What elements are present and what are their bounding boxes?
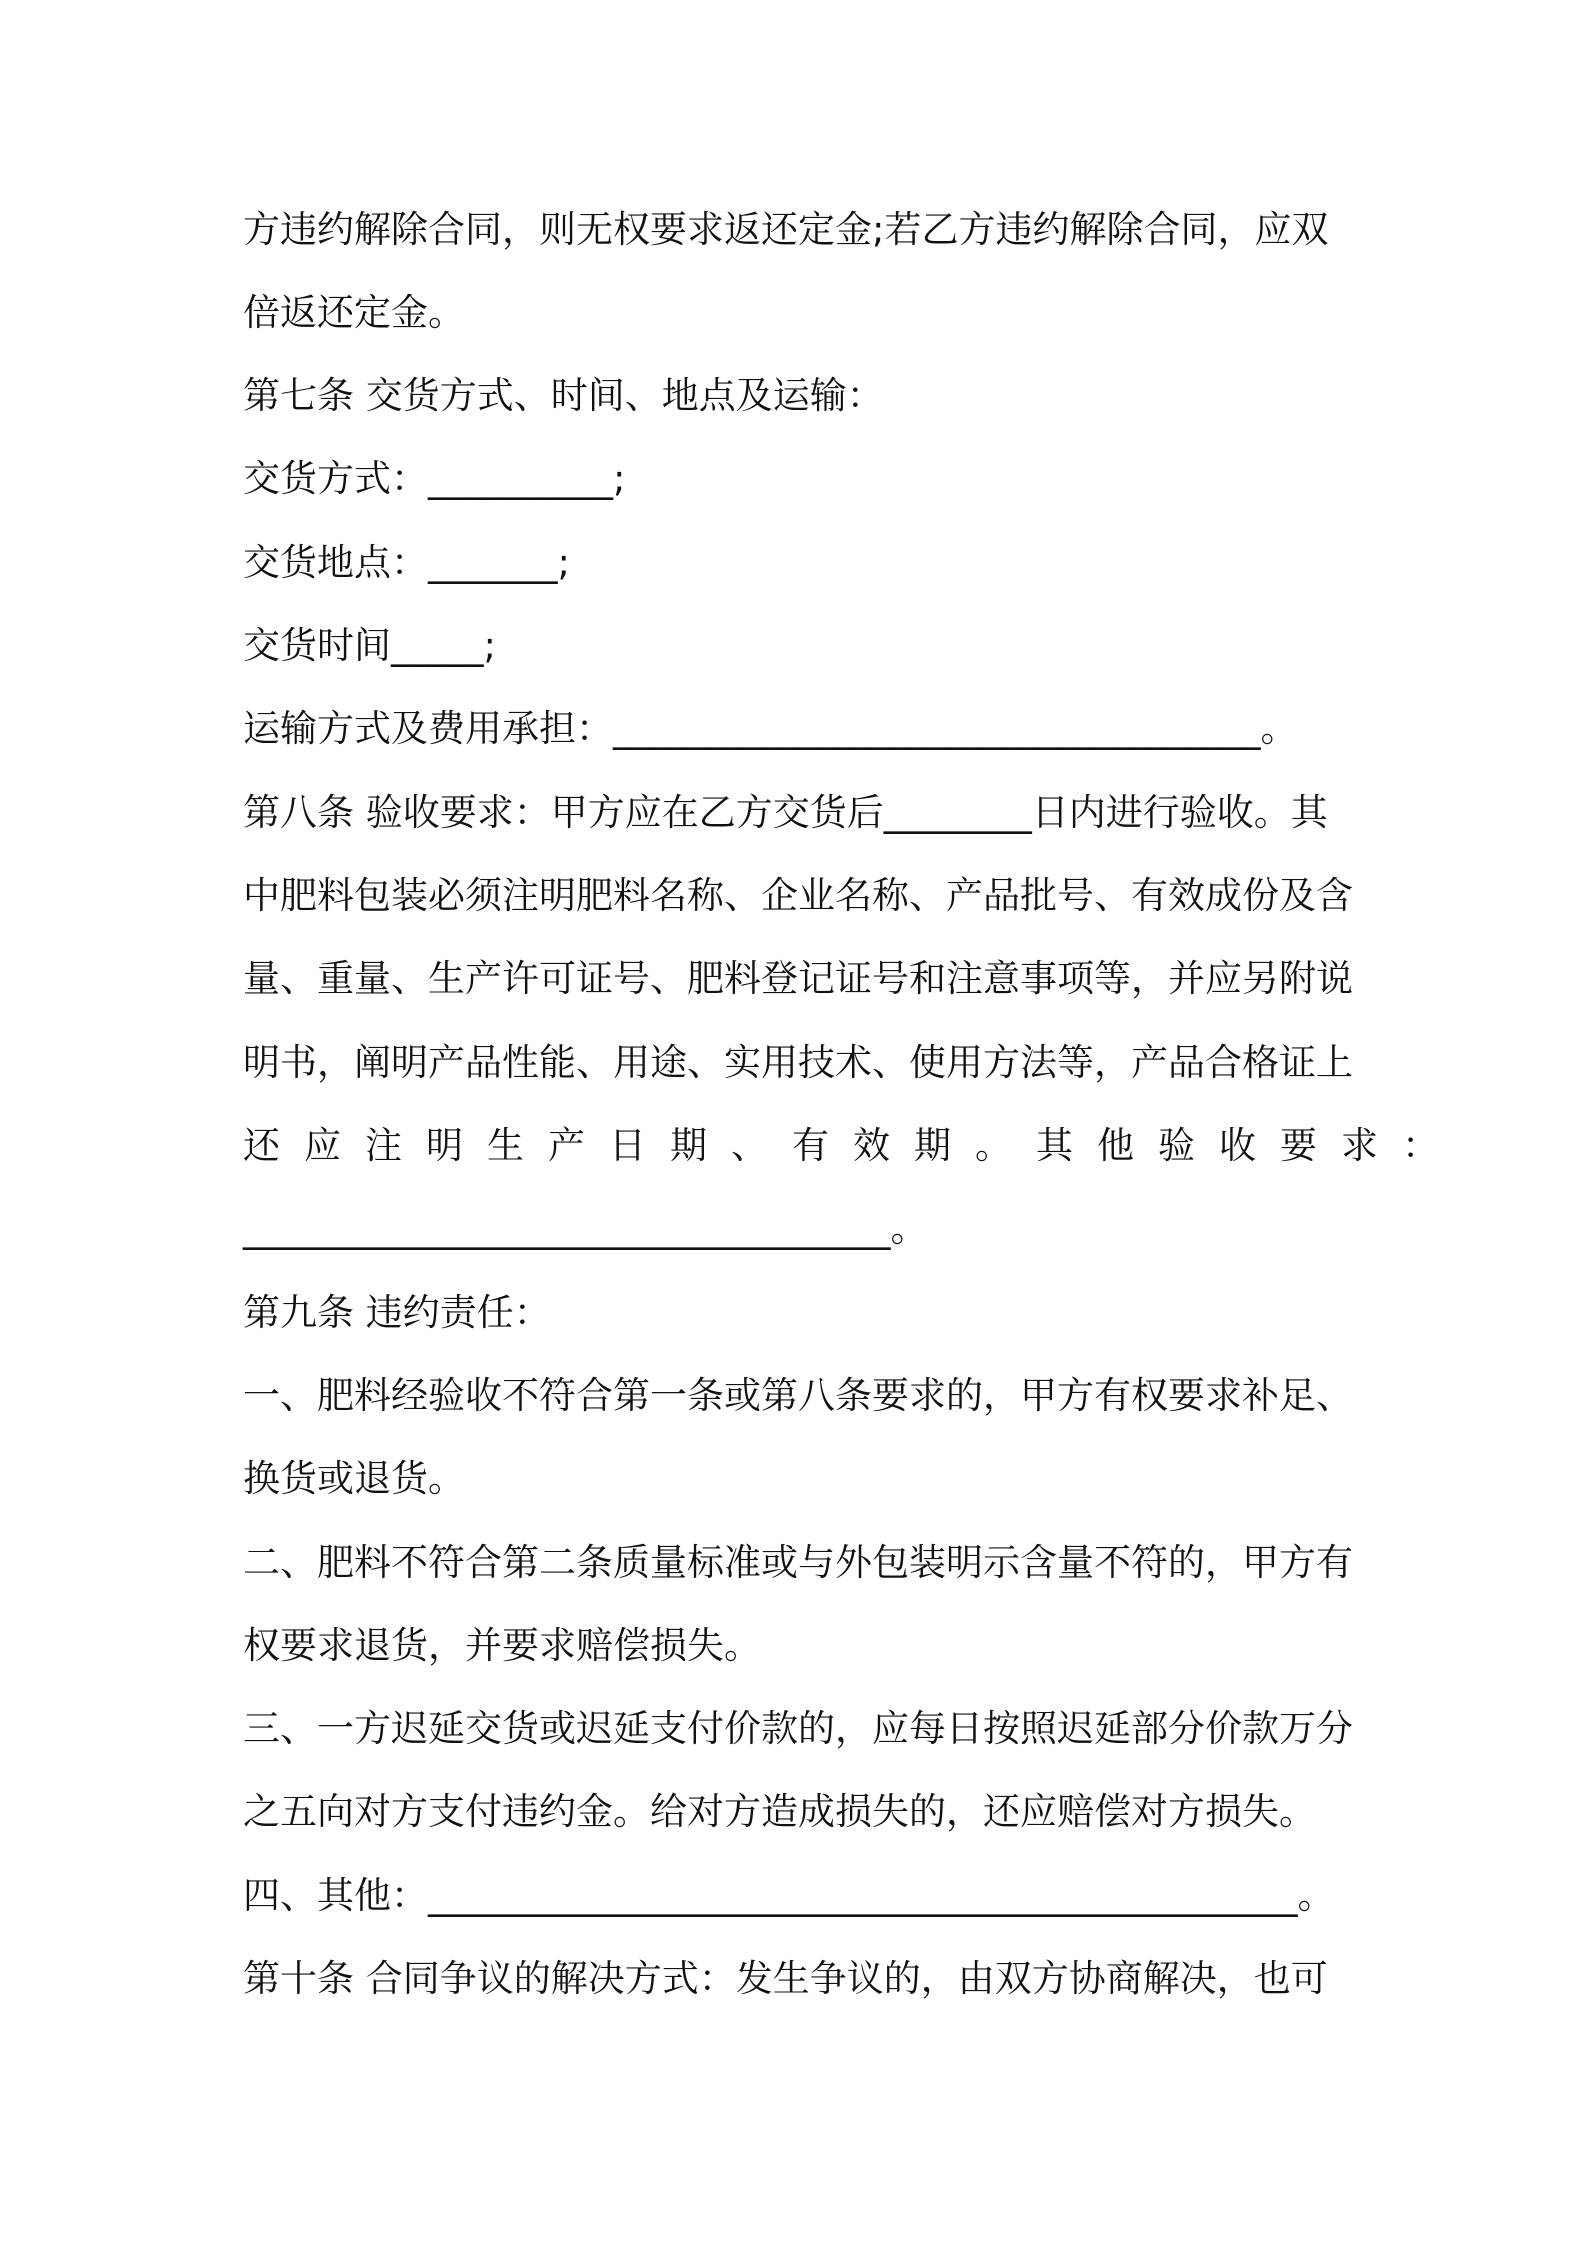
text-line: 还应注明生产日期、有效期。其他验收要求：: [243, 1124, 1463, 1167]
other-acceptance-field: ___________________________________。: [243, 1207, 928, 1250]
delivery-location-field: 交货地点：_______;: [243, 541, 570, 584]
text-line: 中肥料包装必须注明肥料名称、企业名称、产品批号、有效成份及含: [243, 874, 1353, 917]
text-line: 之五向对方支付违约金。给对方造成损失的，还应赔偿对方损失。: [243, 1790, 1316, 1833]
text-line: 倍返还定金。: [243, 291, 465, 334]
text-line: 明书，阐明产品性能、用途、实用技术、使用方法等，产品合格证上: [243, 1041, 1353, 1084]
transport-cost-field: 运输方式及费用承担：___________________________________。: [243, 707, 1298, 750]
section-heading-article-7: 第七条 交货方式、时间、地点及运输：: [243, 374, 884, 417]
section-heading-article-9: 第九条 违约责任：: [243, 1291, 551, 1334]
text-line: 三、一方迟延交货或迟延支付价款的，应每日按照迟延部分价款万分: [243, 1707, 1353, 1750]
text-line: 一、肥料经验收不符合第一条或第八条要求的，甲方有权要求补足、: [243, 1374, 1353, 1417]
text-line: 换货或退货。: [243, 1457, 465, 1500]
delivery-method-field: 交货方式：__________;: [243, 457, 626, 500]
text-line: 权要求退货，并要求赔偿损失。: [243, 1624, 761, 1667]
delivery-time-field: 交货时间_____;: [243, 624, 496, 667]
text-line: 量、重量、生产许可证号、肥料登记证号和注意事项等，并应另附说: [243, 957, 1353, 1000]
other-liability-field: 四、其他：_______________________________________________。: [243, 1874, 1335, 1917]
text-line: 方违约解除合同，则无权要求返还定金;若乙方违约解除合同，应双: [243, 208, 1329, 251]
text-line: 二、肥料不符合第二条质量标准或与外包装明示含量不符的，甲方有: [243, 1541, 1353, 1584]
section-heading-article-10: 第十条 合同争议的解决方式：发生争议的，由双方协商解决，也可: [243, 1957, 1328, 2000]
section-heading-article-8: 第八条 验收要求：甲方应在乙方交货后________日内进行验收。其: [243, 791, 1328, 834]
